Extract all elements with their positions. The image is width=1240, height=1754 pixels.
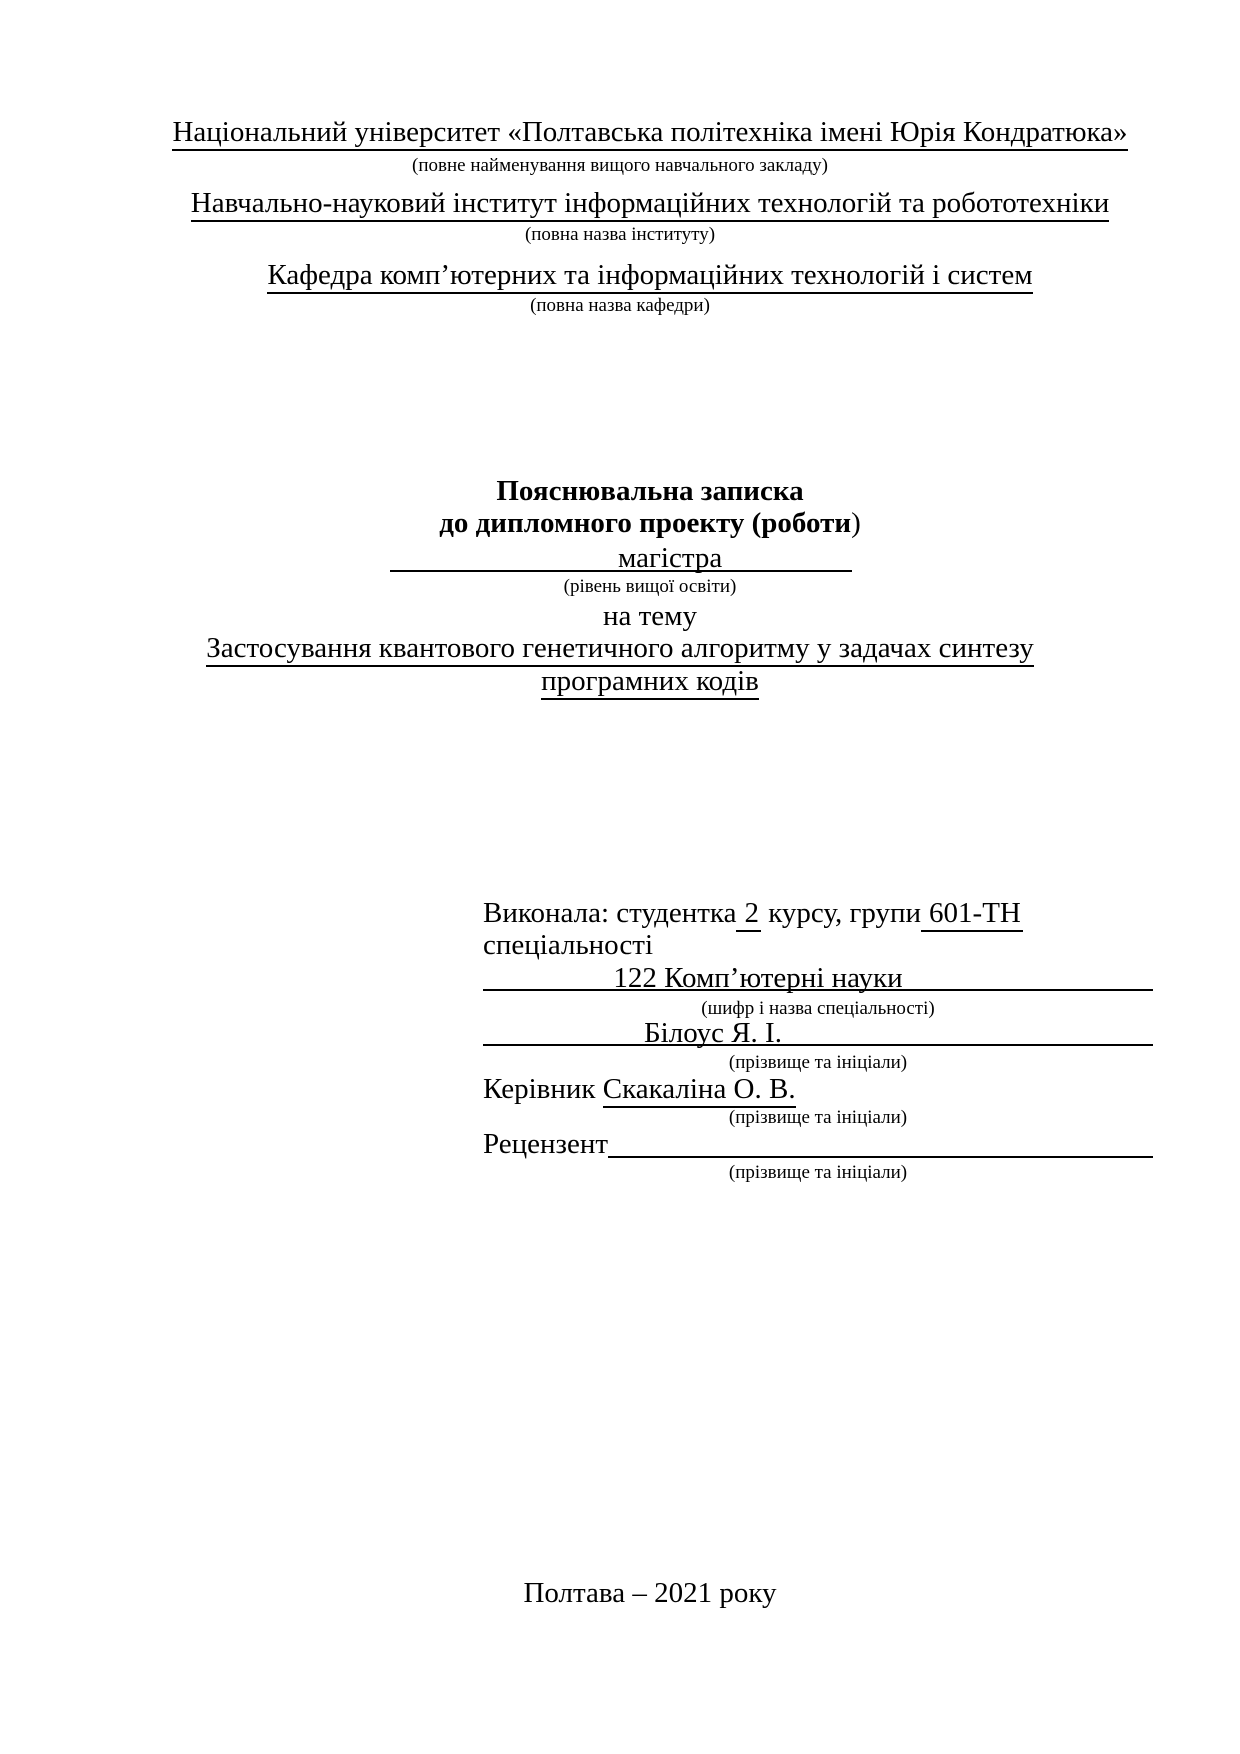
student-name-value: Білоус Я. І. bbox=[644, 1017, 782, 1049]
institute-name-text: Навчально-науковий інститут інформаційних технологій та робототехніки bbox=[191, 187, 1109, 222]
supervisor-value: Скакаліна О. В. bbox=[603, 1073, 796, 1108]
performed-by-prefix: Виконала: студентка bbox=[483, 897, 737, 929]
specialty-caption: (шифр і назва спеціальності) bbox=[701, 998, 935, 1019]
doc-title-line1: Пояснювальна записка bbox=[496, 475, 804, 507]
doc-title-line2-tail: ) bbox=[851, 507, 861, 539]
reviewer-caption: (прізвище та ініціали) bbox=[728, 1162, 908, 1183]
topic-line1-text: Застосування квантового генетичного алгоритму у задачах синтезу bbox=[206, 632, 1034, 667]
doc-title-line2 bbox=[60, 508, 1240, 539]
topic-line2-text: програмних кодів bbox=[541, 665, 759, 700]
supervisor-label: Керівник bbox=[483, 1073, 596, 1105]
reviewer-blank-line bbox=[608, 1129, 1153, 1158]
course-suffix: курсу, групи bbox=[768, 897, 922, 929]
topic-line1 bbox=[0, 633, 1240, 664]
university-name-line bbox=[60, 117, 1240, 148]
topic-line2 bbox=[60, 666, 1240, 697]
reviewer-line bbox=[483, 1129, 1153, 1160]
department-caption: (повна назва кафедри) bbox=[530, 295, 710, 316]
institute-name-line bbox=[60, 188, 1240, 219]
performed-by-line bbox=[483, 898, 1023, 929]
course-value: 2 bbox=[736, 897, 761, 932]
supervisor-caption: (прізвище та ініціали) bbox=[728, 1107, 908, 1128]
specialty-value: 122 Комп’ютерні науки bbox=[613, 962, 903, 994]
student-name-caption: (прізвище та ініціали) bbox=[728, 1052, 908, 1073]
city-year-line: Полтава – 2021 року bbox=[523, 1577, 777, 1609]
specialty-line bbox=[483, 962, 1153, 994]
reviewer-label: Рецензент bbox=[483, 1128, 609, 1160]
student-name-line bbox=[483, 1017, 1153, 1049]
topic-label: на тему bbox=[602, 600, 698, 632]
university-name-text: Національний університет «Полтавська політехніка імені Юрія Кондратюка» bbox=[172, 116, 1127, 151]
university-caption: (повне найменування вищого навчального закладу) bbox=[412, 155, 828, 176]
group-value: 601-ТН bbox=[921, 897, 1023, 932]
institute-caption: (повна назва інституту) bbox=[524, 224, 716, 245]
specialty-label: спеціальності bbox=[483, 929, 654, 961]
degree-level-value: магістра bbox=[618, 542, 723, 574]
degree-level-caption: (рівень вищої освіти) bbox=[563, 576, 737, 597]
department-name-text: Кафедра комп’ютерних та інформаційних технологій і систем bbox=[267, 259, 1032, 294]
supervisor-line bbox=[483, 1074, 796, 1105]
doc-title-line2-bold: до дипломного проекту (роботи bbox=[439, 507, 852, 539]
department-name-line bbox=[60, 260, 1240, 291]
degree-level-line bbox=[390, 541, 852, 572]
